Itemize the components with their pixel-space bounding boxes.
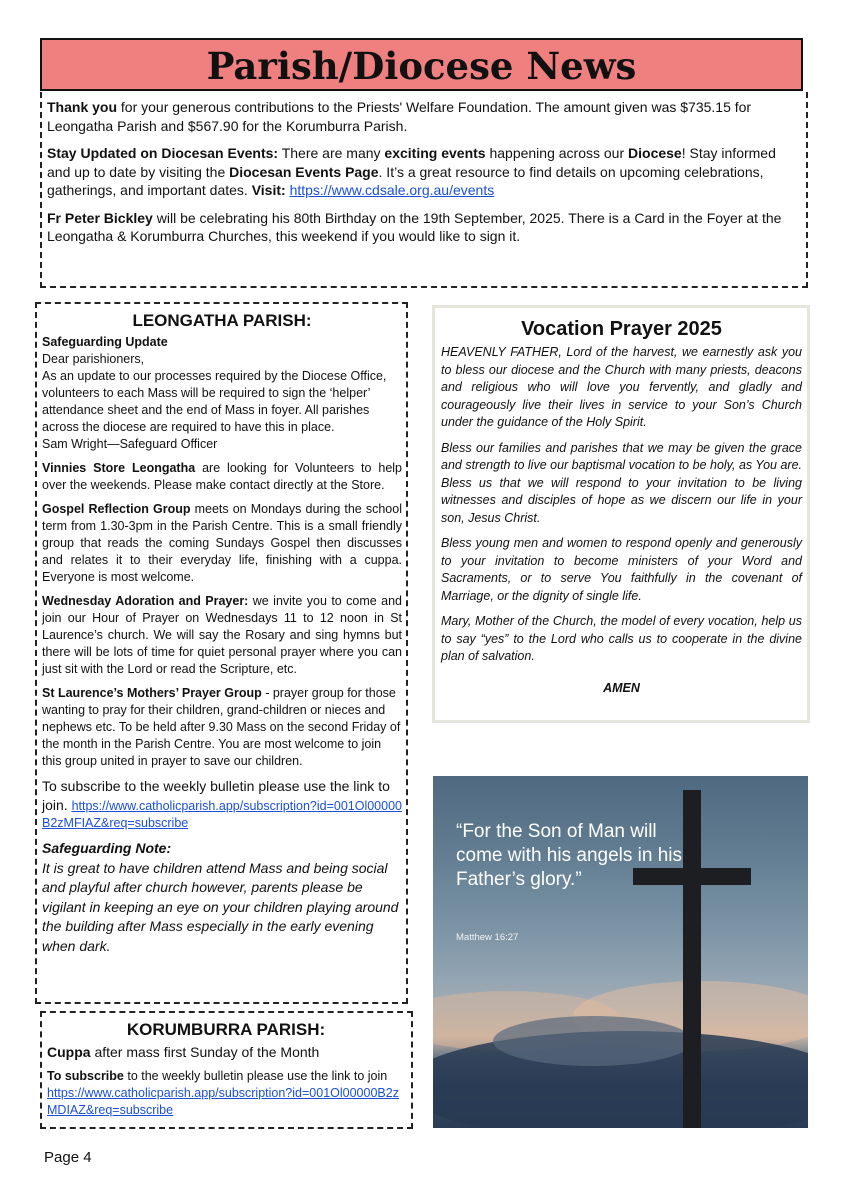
gospel-item	[42, 501, 402, 586]
cross-image	[433, 776, 808, 1128]
news-events-bold-3: Diocese	[628, 145, 682, 161]
news-thank-you-bold: Thank you	[47, 99, 118, 115]
cuppa-title: Cuppa	[47, 1044, 91, 1060]
safeguarding-body: As an update to our processes required by the Diocese Office, volunteers to each Mass will be required to sign the ‘helper’ attendance sheet and the end of Mass in foyer. All parishes across the diocese are required to have this in place.	[42, 369, 387, 434]
scripture-reference: Matthew 16:27	[456, 932, 519, 943]
prayer-title: Vocation Prayer 2025	[521, 318, 722, 340]
news-events-visit-label: Visit:	[251, 182, 286, 198]
leongatha-section	[35, 302, 408, 1004]
news-events-text-4: . It’s a great resource to find details on upcoming celebrations, gatherings, and important dates.	[47, 163, 764, 198]
vinnies-title: Vinnies Store Leongatha	[42, 461, 196, 475]
safeguarding-title: Safeguarding Update	[42, 335, 168, 349]
news-section	[40, 92, 808, 288]
prayer-paragraph-3: Bless young men and women to respond openly and generously to your invitation to become ministers of your Word and Sacraments, or to serve You faithfully in the covenant of Marriage, or the dignity of single life.	[441, 536, 802, 603]
leongatha-subscribe-text: To subscribe to the weekly bulletin please use the link to join.	[42, 778, 390, 813]
news-thank-you	[47, 98, 800, 135]
gospel-text: meets on Mondays during the school term from 1.30-3pm in the Parish Centre. This is a small friendly group that reads the coming Sundays Gospel then discusses and relates it to their everyday life, finishing with a cuppa. Everyone is most welcome.	[42, 502, 402, 584]
vocation-prayer-section	[432, 305, 810, 723]
prayer-paragraph-1: HEAVENLY FATHER, Lord of the harvest, we earnestly ask you to bless our diocese and the Church with many priests, deacons and religious who will love you fervently, and gladly and courageously live their lives in service to your Son’s Church under the guidance of the Holy Spirit.	[441, 345, 802, 429]
page-number: Page 4	[44, 1149, 92, 1166]
adoration-title: Wednesday Adoration and Prayer:	[42, 594, 249, 608]
prayer-paragraph-2: Bless our families and parishes that we may be given the grace and strength to live our baptismal vocation to be holy, as You are. Bless us that we will respond to your invitation to be living witnesses and disciples of hope as we discern our life in your son, Jesus Christ.	[441, 440, 802, 525]
cuppa-text: after mass first Sunday of the Month	[90, 1044, 320, 1060]
korumburra-subscribe	[47, 1068, 405, 1119]
cloud-shape	[493, 1016, 693, 1066]
safeguarding-note-title: Safeguarding Note:	[42, 840, 172, 856]
news-birthday	[47, 209, 800, 246]
events-link[interactable]: https://www.cdsale.org.au/events	[289, 182, 495, 198]
adoration-item	[42, 593, 402, 678]
mothers-item	[42, 685, 402, 770]
korumburra-subscribe-bold: To subscribe	[47, 1069, 124, 1083]
page-title: Parish/Diocese News	[206, 44, 637, 88]
korumburra-heading: KORUMBURRA PARISH:	[126, 1020, 326, 1039]
news-birthday-bold: Fr Peter Bickley	[47, 209, 153, 226]
vinnies-text: are looking for Volunteers to help over the weekends. Please make contact directly at the Store.	[42, 461, 402, 492]
prayer-amen: AMEN	[603, 680, 640, 695]
news-events	[47, 144, 800, 200]
korumburra-section	[40, 1011, 413, 1129]
adoration-text: we invite you to come and join our Hour of Prayer on Wednesdays 11 to 12 noon in St Laurence’s church. We will say the Rosary and sing hymns but there will be lots of time for quiet personal prayer where you can just sit with the Lord or read the Scripture, etc.	[42, 594, 403, 676]
safeguarding-signature: Sam Wright—Safeguard Officer	[42, 437, 218, 451]
scripture-quote: “For the Son of Man will come with his angels in his Father’s glory.”	[456, 821, 682, 890]
leongatha-subscribe	[42, 777, 402, 832]
news-events-bold-1: Stay Updated on Diocesan Events:	[47, 145, 279, 161]
gospel-title: Gospel Reflection Group	[42, 502, 191, 516]
cuppa-item	[47, 1043, 405, 1062]
leongatha-subscribe-link[interactable]: https://www.catholicparish.app/subscription?id=001Ol00000B2zMFIAZ&req=subscribe	[42, 799, 402, 830]
page-title-bar	[40, 38, 803, 91]
news-birthday-text: will be celebrating his 80th Birthday on the 19th September, 2025. There is a Card in the Foyer at the Leongatha & Korumburra Churches, this weekend if you would like to sign it.	[47, 209, 782, 244]
mothers-text: - prayer group for those wanting to pray for their children, grand-children or nieces and nephews etc. To be held after 9.30 Mass on the second Friday of the month in the Parish Centre. You are most welcome to join this group united in prayer to save our children.	[42, 686, 401, 768]
news-events-text-1: There are many	[278, 145, 385, 161]
mothers-title: St Laurence’s Mothers’ Prayer Group	[42, 686, 262, 700]
leongatha-heading: LEONGATHA PARISH:	[132, 311, 312, 330]
prayer-paragraph-4: Mary, Mother of the Church, the model of every vocation, help us to say “yes” to the Lord who calls us to cooperate in the divine plan of salvation.	[441, 614, 802, 663]
safeguarding-note-text: It is great to have children attend Mass and being social and playful after church however, parents please be vigilant in keeping an eye on your children playing around the building after Mass especially in the early evening when dark.	[42, 859, 399, 954]
korumburra-subscribe-text: to the weekly bulletin please use the link to join	[123, 1069, 388, 1083]
vinnies-item	[42, 460, 402, 494]
news-events-bold-2: exciting events	[384, 145, 486, 161]
safeguarding-greeting: Dear parishioners,	[42, 352, 145, 366]
korumburra-subscribe-link[interactable]: https://www.catholicparish.app/subscription?id=001Ol00000B2zMDIAZ&req=subscribe	[47, 1086, 399, 1117]
news-thank-you-text: for your generous contributions to the Priests' Welfare Foundation. The amount given was $735.15 for Leongatha Parish and $567.90 for the Korumburra Parish.	[47, 99, 752, 134]
news-events-text-2: happening across our	[485, 145, 629, 161]
safeguarding-update	[42, 334, 402, 453]
news-events-bold-4: Diocesan Events Page	[229, 163, 379, 180]
news-events-text-3: ! Stay informed and up to date by visiting the	[47, 145, 776, 180]
